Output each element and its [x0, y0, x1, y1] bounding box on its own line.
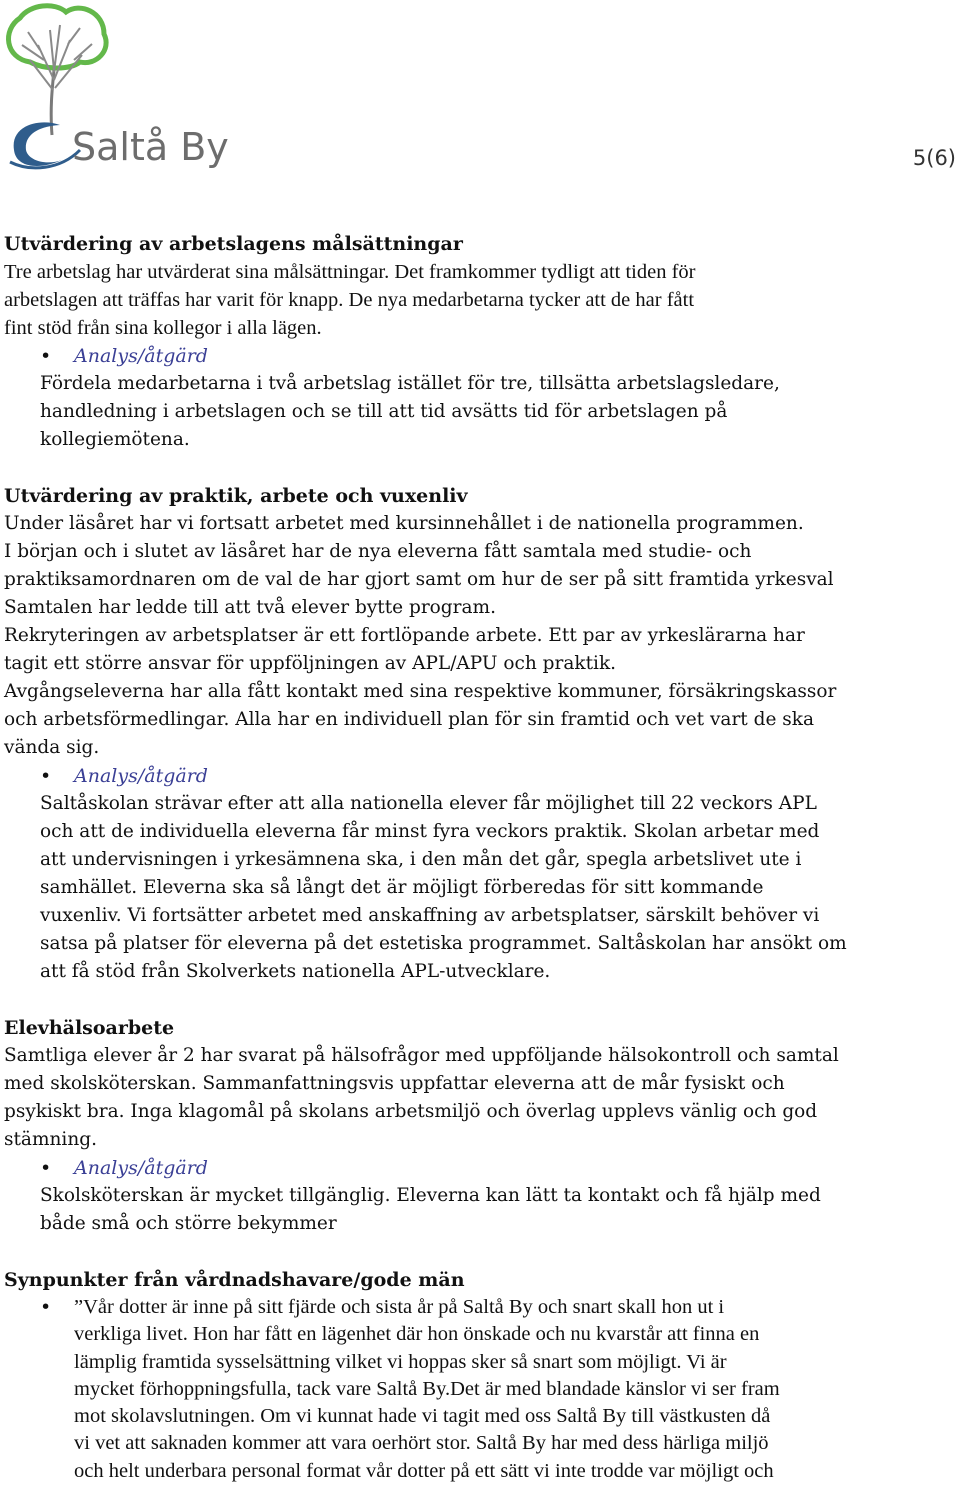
paragraph-line: och arbetsförmedlingar. Alla har en individuell plan för sin framtid och vet vart de ska [4, 709, 815, 730]
paragraph-line: Rekryteringen av arbetsplatser är ett fortlöpande arbete. Ett par av yrkeslärarna har [4, 625, 805, 646]
paragraph-line: samhället. Eleverna ska så långt det är möjligt förberedas för sitt kommande [40, 877, 764, 898]
paragraph-line: stämning. [4, 1129, 97, 1150]
document-body [4, 230, 956, 1485]
paragraph-line: tagit ett större ansvar för uppföljningen av APL/APU och praktik. [4, 653, 617, 674]
paragraph-line: Under läsåret har vi fortsatt arbetet med kursinnehållet i de nationella programmen. [4, 513, 804, 534]
paragraph-line: med skolsköterskan. Sammanfattningsvis uppfattar eleverna att de mår fysiskt och [4, 1073, 785, 1094]
quote-line: mot skolavslutningen. Om vi kunnat hade vi tagit med oss Saltå By till västkusten då [74, 1405, 771, 1428]
section-paragraph [4, 1042, 956, 1154]
quote-line: och helt underbara personal format vår dotter på ett sätt vi inte trodde var möjligt och [74, 1459, 774, 1482]
paragraph-line: och att de individuella eleverna får minst fyra veckors praktik. Skolan arbetar med [40, 821, 820, 842]
analysis-bullet [4, 762, 956, 790]
paragraph-line: Fördela medarbetarna i två arbetslag istället för tre, tillsätta arbetslagsledare, [40, 373, 780, 394]
bullet-label: Analys/åtgärd [74, 765, 208, 787]
section-arbetslag [4, 230, 956, 454]
spacer [4, 1238, 956, 1266]
paragraph-line: I början och i slutet av läsåret har de nya eleverna fått samtala med studie- och [4, 541, 752, 562]
paragraph-line: psykiskt bra. Inga klagomål på skolans arbetsmiljö och överlag upplevs vänlig och god [4, 1101, 818, 1122]
bullet-label: Analys/åtgärd [74, 1157, 208, 1179]
section-elevhalsa [4, 1014, 956, 1238]
spacer [4, 454, 956, 482]
section-paragraph [4, 510, 956, 762]
bullet-paragraph [4, 790, 956, 986]
analysis-bullet [4, 342, 956, 370]
bullet-icon: • [40, 345, 52, 367]
page-number: 5(6) [912, 146, 956, 170]
paragraph-line: Samtliga elever år 2 har svarat på hälsofrågor med uppföljande hälsokontroll och samtal [4, 1045, 839, 1066]
paragraph-line: fint stöd från sina kollegor i alla lägen. [4, 317, 322, 339]
section-heading: Elevhälsoarbete [4, 1017, 175, 1039]
quote-line: mycket förhoppningsfulla, tack vare Saltå By.Det är med blandade känslor vi ser fram [74, 1377, 780, 1400]
paragraph-line: Tre arbetslag har utvärderat sina målsättningar. Det framkommer tydligt att tiden för [4, 261, 696, 283]
analysis-bullet [4, 1154, 956, 1182]
section-heading: Utvärdering av praktik, arbete och vuxenliv [4, 485, 468, 507]
paragraph-line: praktiksamordnaren om de val de har gjort samt om hur de ser på sitt framtida yrkesval [4, 569, 834, 590]
quote-line: vi vet att saknaden kommer att vara oerhört stor. Saltå By har med dess härliga miljö [74, 1432, 769, 1455]
paragraph-line: kollegiemötena. [40, 429, 190, 450]
quote-line: ”Vår dotter är inne på sitt fjärde och sista år på Saltå By och snart skall hon ut i [74, 1296, 725, 1318]
paragraph-line: att undervisningen i yrkesämnena ska, i den mån det går, spegla arbetslivet ute i [40, 849, 802, 870]
section-synpunkter [4, 1266, 956, 1485]
bullet-icon: • [40, 1157, 52, 1179]
section-paragraph [4, 258, 956, 342]
paragraph-line: satsa på platser för eleverna på det estetiska programmet. Saltåskolan har ansökt om [40, 933, 847, 954]
bullet-paragraph [4, 1182, 956, 1238]
bullet-icon: • [40, 765, 52, 787]
paragraph-line: handledning i arbetslagen och se till att tid avsätts tid för arbetslagen på [40, 401, 728, 422]
paragraph-line: Saltåskolan strävar efter att alla nationella elever får möjlighet till 22 veckors APL [40, 793, 817, 814]
bullet-label: Analys/åtgärd [74, 345, 208, 367]
paragraph-line: Samtalen har ledde till att två elever bytte program. [4, 597, 496, 618]
section-praktik [4, 482, 956, 986]
spacer [4, 986, 956, 1014]
paragraph-line: Avgångseleverna har alla fått kontakt med sina respektive kommuner, försäkringskassor [4, 681, 837, 702]
bullet-paragraph [4, 370, 956, 454]
bullet-icon: • [40, 1296, 52, 1318]
paragraph-line: att få stöd från Skolverkets nationella APL-utvecklare. [40, 961, 551, 982]
paragraph-line: arbetslagen att träffas har varit för knapp. De nya medarbetarna tycker att de har fått [4, 289, 695, 311]
logo-text: Saltå By [72, 125, 229, 169]
guardian-quote [4, 1294, 956, 1485]
paragraph-line: vända sig. [4, 737, 100, 758]
paragraph-line: Skolsköterskan är mycket tillgänglig. Eleverna kan lätt ta kontakt och få hjälp med [40, 1185, 821, 1206]
paragraph-line: vuxenliv. Vi fortsätter arbetet med anskaffning av arbetsplatser, särskilt behöver vi [40, 905, 820, 926]
section-heading: Synpunkter från vårdnadshavare/gode män [4, 1269, 465, 1291]
logo-graphic [0, 0, 230, 180]
section-heading: Utvärdering av arbetslagens målsättningar [4, 233, 463, 255]
paragraph-line: både små och större bekymmer [40, 1213, 337, 1234]
quote-line: verkliga livet. Hon har fått en lägenhet där hon önskade och nu kvarstår att finna en [74, 1323, 760, 1346]
salta-by-logo [0, 0, 230, 180]
quote-line: lämplig framtida sysselsättning vilket vi hoppas sker så snart som möjligt. Vi är [74, 1350, 727, 1373]
